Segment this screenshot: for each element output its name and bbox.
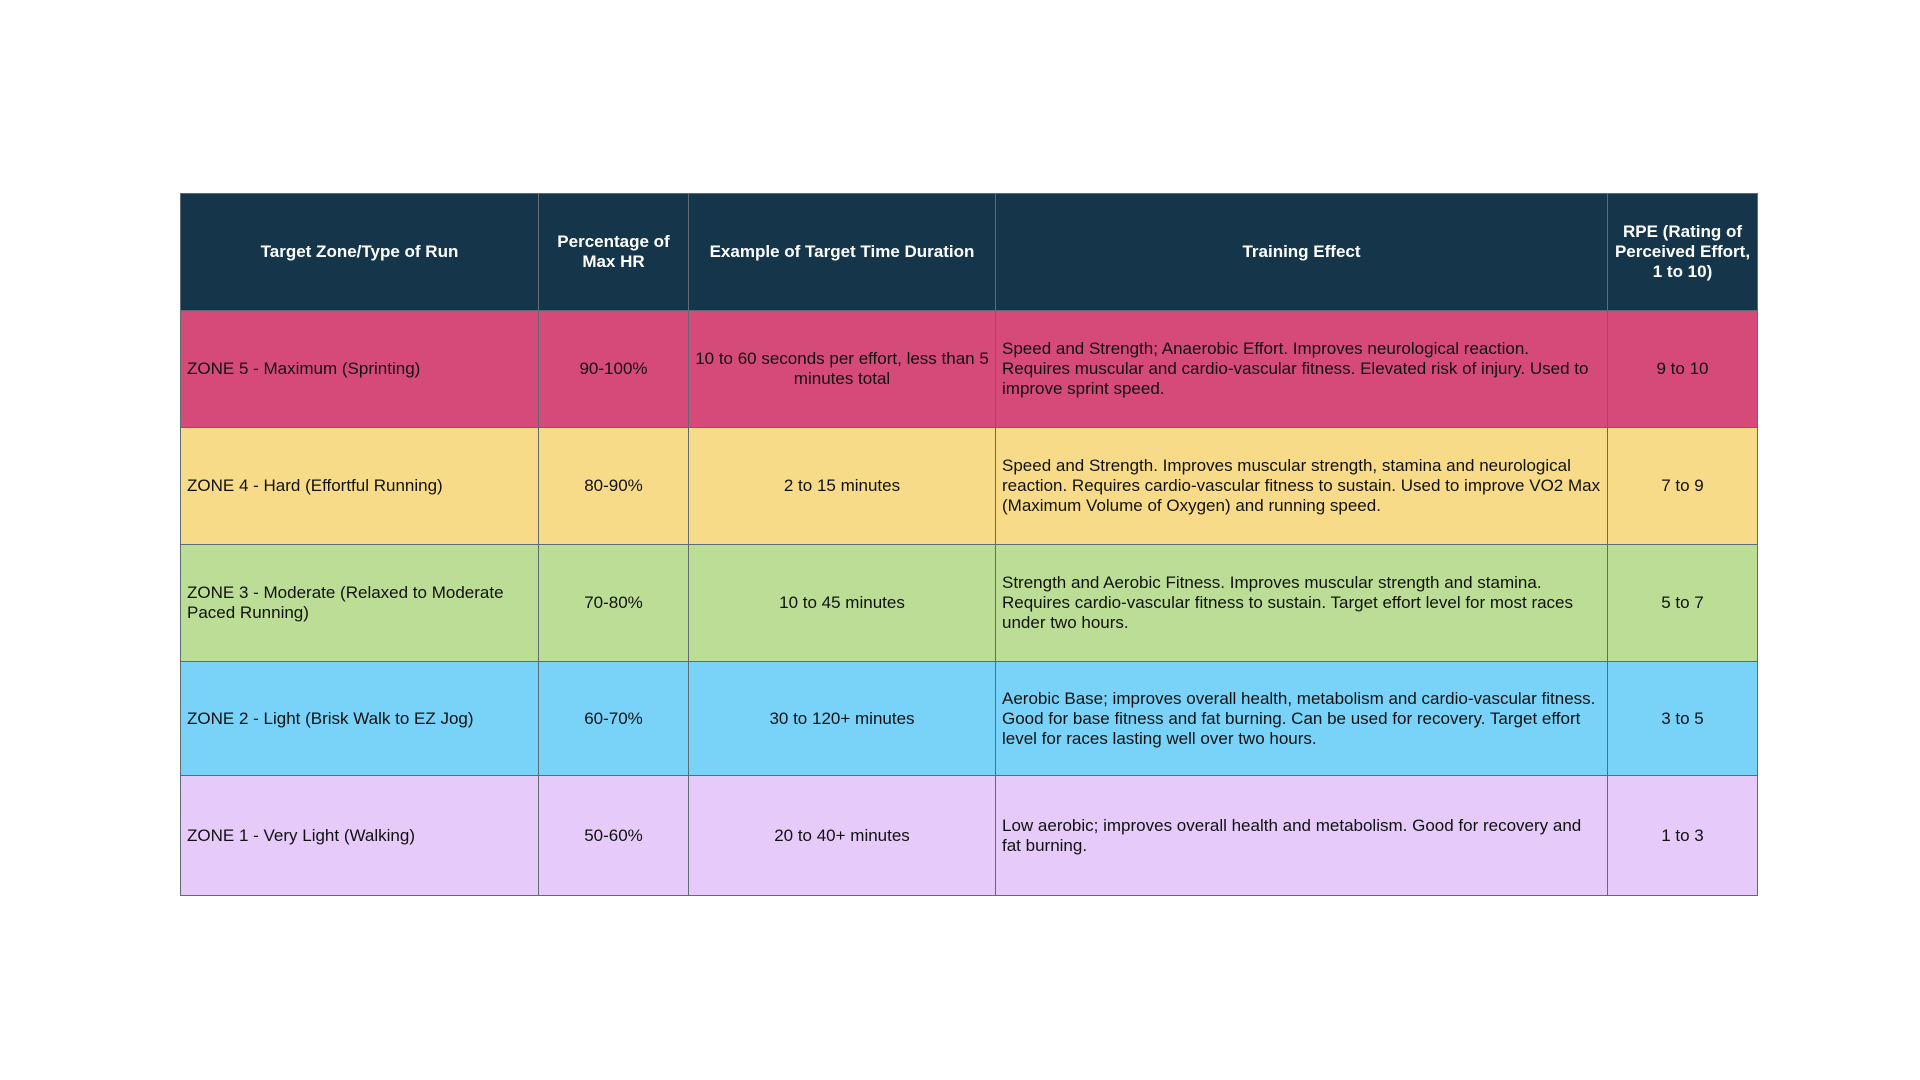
max-hr-percent-cell: 70-80% [539,545,689,662]
rpe-cell: 3 to 5 [1608,662,1758,776]
training-effect-cell: Speed and Strength; Anaerobic Effort. Improves neurological reaction. Requires muscular and cardio-vascular fitness. Elevated risk of injury. Used to improve sprint speed. [996,311,1608,428]
training-effect-cell: Low aerobic; improves overall health and metabolism. Good for recovery and fat burning. [996,776,1608,896]
training-effect-cell: Aerobic Base; improves overall health, metabolism and cardio-vascular fitness. Good for base fitness and fat burning. Can be used for recovery. Target effort level for races lasting well over two hours. [996,662,1608,776]
table-row-zone-3 [181,545,1758,662]
header-target-duration: Example of Target Time Duration [689,194,996,311]
heart-rate-zone-table [180,193,1758,896]
duration-cell: 10 to 60 seconds per effort, less than 5 minutes total [689,311,996,428]
header-percentage-max-hr: Percentage of Max HR [539,194,689,311]
max-hr-percent-cell: 50-60% [539,776,689,896]
rpe-cell: 5 to 7 [1608,545,1758,662]
header-rpe: RPE (Rating of Perceived Effort, 1 to 10) [1608,194,1758,311]
header-row [181,194,1758,311]
max-hr-percent-cell: 80-90% [539,428,689,545]
zone-name-cell: ZONE 3 - Moderate (Relaxed to Moderate Paced Running) [181,545,539,662]
table-body [181,311,1758,896]
zone-name-cell: ZONE 1 - Very Light (Walking) [181,776,539,896]
header-target-zone: Target Zone/Type of Run [181,194,539,311]
rpe-cell: 7 to 9 [1608,428,1758,545]
max-hr-percent-cell: 60-70% [539,662,689,776]
rpe-cell: 9 to 10 [1608,311,1758,428]
rpe-cell: 1 to 3 [1608,776,1758,896]
table-row-zone-1 [181,776,1758,896]
max-hr-percent-cell: 90-100% [539,311,689,428]
duration-cell: 20 to 40+ minutes [689,776,996,896]
header-training-effect: Training Effect [996,194,1608,311]
training-effect-cell: Speed and Strength. Improves muscular strength, stamina and neurological reaction. Requires cardio-vascular fitness to sustain. Used to improve VO2 Max (Maximum Volume of Oxygen) and running speed. [996,428,1608,545]
table-row-zone-5 [181,311,1758,428]
training-effect-cell: Strength and Aerobic Fitness. Improves muscular strength and stamina. Requires cardio-vascular fitness to sustain. Target effort level for most races under two hours. [996,545,1608,662]
duration-cell: 2 to 15 minutes [689,428,996,545]
table-row-zone-4 [181,428,1758,545]
zone-name-cell: ZONE 2 - Light (Brisk Walk to EZ Jog) [181,662,539,776]
zone-name-cell: ZONE 5 - Maximum (Sprinting) [181,311,539,428]
table-row-zone-2 [181,662,1758,776]
table-header [181,194,1758,311]
duration-cell: 30 to 120+ minutes [689,662,996,776]
duration-cell: 10 to 45 minutes [689,545,996,662]
zone-name-cell: ZONE 4 - Hard (Effortful Running) [181,428,539,545]
